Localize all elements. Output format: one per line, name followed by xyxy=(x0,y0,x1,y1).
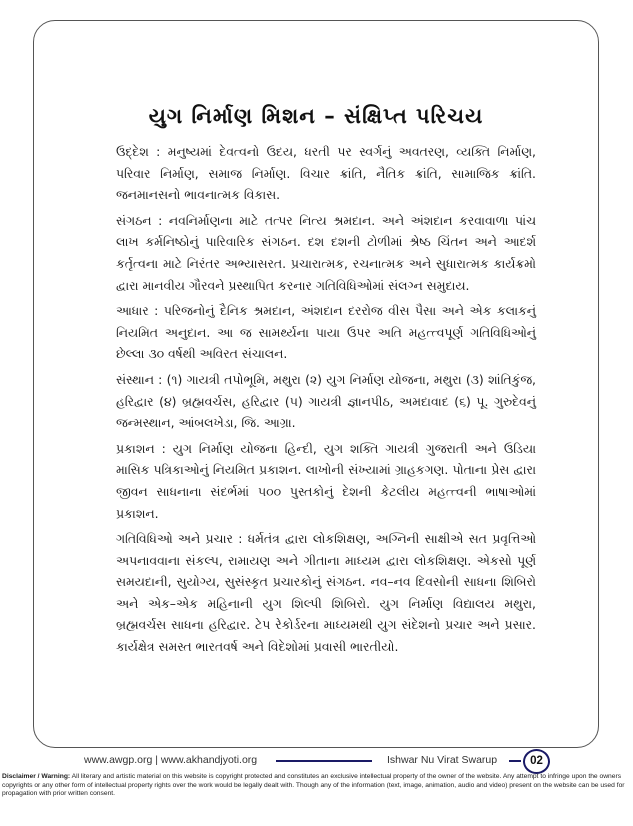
disclaimer xyxy=(2,773,632,799)
paragraph-organization: સંગઠન : નવનિર્માણના માટે તત્પર નિત્ય શ્રમદાન. અને અંશદાન કરવાવાળા પાંચ લાખ કર્મનિષ્ઠોનું પારિવારિક સંગઠન. દશ દશની ટોળીમાં શ્રેષ્ઠ ચિંતન અને આદર્શ કર્તૃત્વના માટે નિરંતર અભ્યાસરત. પ્રચારાત્મક, રચનાત્મક અને સુધારાત્મક કાર્યક્રમો દ્વારા માનવીય ગૌરવને પ્રસ્થાપિત કરનાર ગતિવિધિઓમાં સંલગ્ન સમુદાય. xyxy=(116,212,536,293)
footer-book-title: Ishwar Nu Virat Swarup xyxy=(387,754,498,766)
footer-divider-short xyxy=(509,760,521,762)
paragraph-institutions: સંસ્થાન : (૧) ગાયત્રી તપોભૂમિ, મથુરા (૨) યુગ નિર્માણ યોજના, મથુરા (૩) શાંતિકુંજ, હરિદ્વાર (૪) બ્રહ્મવર્ચસ, હરિદ્વાર (૫) ગાયત્રી જ્ઞાનપીઠ, અમદાવાદ (૬) પૂ. ગુરુદેવનું જન્મસ્થાન, આંબલખેડા, જિ. આગ્રા. xyxy=(116,371,536,431)
paragraph-objective: ઉદ્દેશ : મનુષ્યમાં દેવત્વનો ઉદય, ધરતી પર સ્વર્ગનું અવતરણ, વ્યક્તિ નિર્માણ, પરિવાર નિર્માણ, સમાજ નિર્માણ. વિચાર ક્રાંતિ, નૈતિક ક્રાંતિ, સામાજિક ક્રાંતિ. જનમાનસનો ભાવનાત્મક વિકાસ. xyxy=(116,144,536,203)
footer-websites[interactable]: www.awgp.org | www.akhandjyoti.org xyxy=(84,754,258,766)
disclaimer-text: All literary and artistic material on this website is copyright protected and constitutes an exclusive intellectual property of the owner of the website. Any attempt to infringe upon the owners copyrights or any other form of intellectual property rights over the work would be legally dealt with. Though any of the information (text, image, animation, audio and video) present on the website can be used for propagation with prior written consent. xyxy=(2,773,625,798)
page-number: 02 xyxy=(523,749,550,774)
paragraph-activities: ગતિવિધિઓ અને પ્રચાર : ધર્મતંત્ર દ્વારા લોકશિક્ષણ, અગ્નિની સાક્ષીએ સત પ્રવૃત્તિઓ અપનાવવાના સંકલ્પ, રામાયણ અને ગીતાના માધ્યમ દ્વારા લોકશિક્ષણ. એકસો પૂર્ણ સમયદાની, સુયોગ્ય, સુસંસ્કૃત પ્રચારકોનું સંગઠન. નવ–નવ દિવસોની સાધના શિબિરો અને એક–એક મહિનાની યુગ શિલ્પી શિબિરો. યુગ નિર્માણ વિદ્યાલય મથુરા, બ્રહ્મવર્ચસ સાધના હરિદ્વાર. ટેપ રેકોર્ડરના માધ્યમથી યુગ સંદેશનો પ્રચાર અને પ્રસાર. કાર્યક્ષેત્ર સમસ્ત ભારતવર્ષ અને વિદેશોમાં પ્રવાસી ભારતીયો. xyxy=(116,531,536,655)
content-body xyxy=(116,141,536,662)
page-title: યુગ નિર્માણ મિશન – સંક્ષિપ્ત પરિચય xyxy=(148,104,484,128)
paragraph-publications: પ્રકાશન : યુગ નિર્માણ યોજના હિન્દી, યુગ શક્તિ ગાયત્રી ગુજરાતી અને ઉડિયા માસિક પત્રિકાઓનું નિયમિત પ્રકાશન. લાખોની સંખ્યામાં ગ્રાહકગણ. પોતાના પ્રેસ દ્વારા જીવન સાધનાના સંદર્ભમાં ૫૦૦ પુસ્તકોનું દેશની કેટલીય મહત્ત્વની ભાષાઓમાં પ્રકાશન. xyxy=(116,440,536,521)
disclaimer-label: Disclaimer / Warning: xyxy=(2,773,71,780)
footer-divider xyxy=(276,760,372,762)
paragraph-foundation: આધાર : પરિજનોનું દૈનિક શ્રમદાન, અંશદાન દરરોજ વીસ પૈસા અને એક કલાકનું નિયમિત અનુદાન. આ જ સામર્થ્યના પાયા ઉપર અતિ મહત્ત્વપૂર્ણ ગતિવિધિઓનું છેલ્લા ૩૦ વર્ષથી અવિરત સંચાલન. xyxy=(116,303,536,362)
